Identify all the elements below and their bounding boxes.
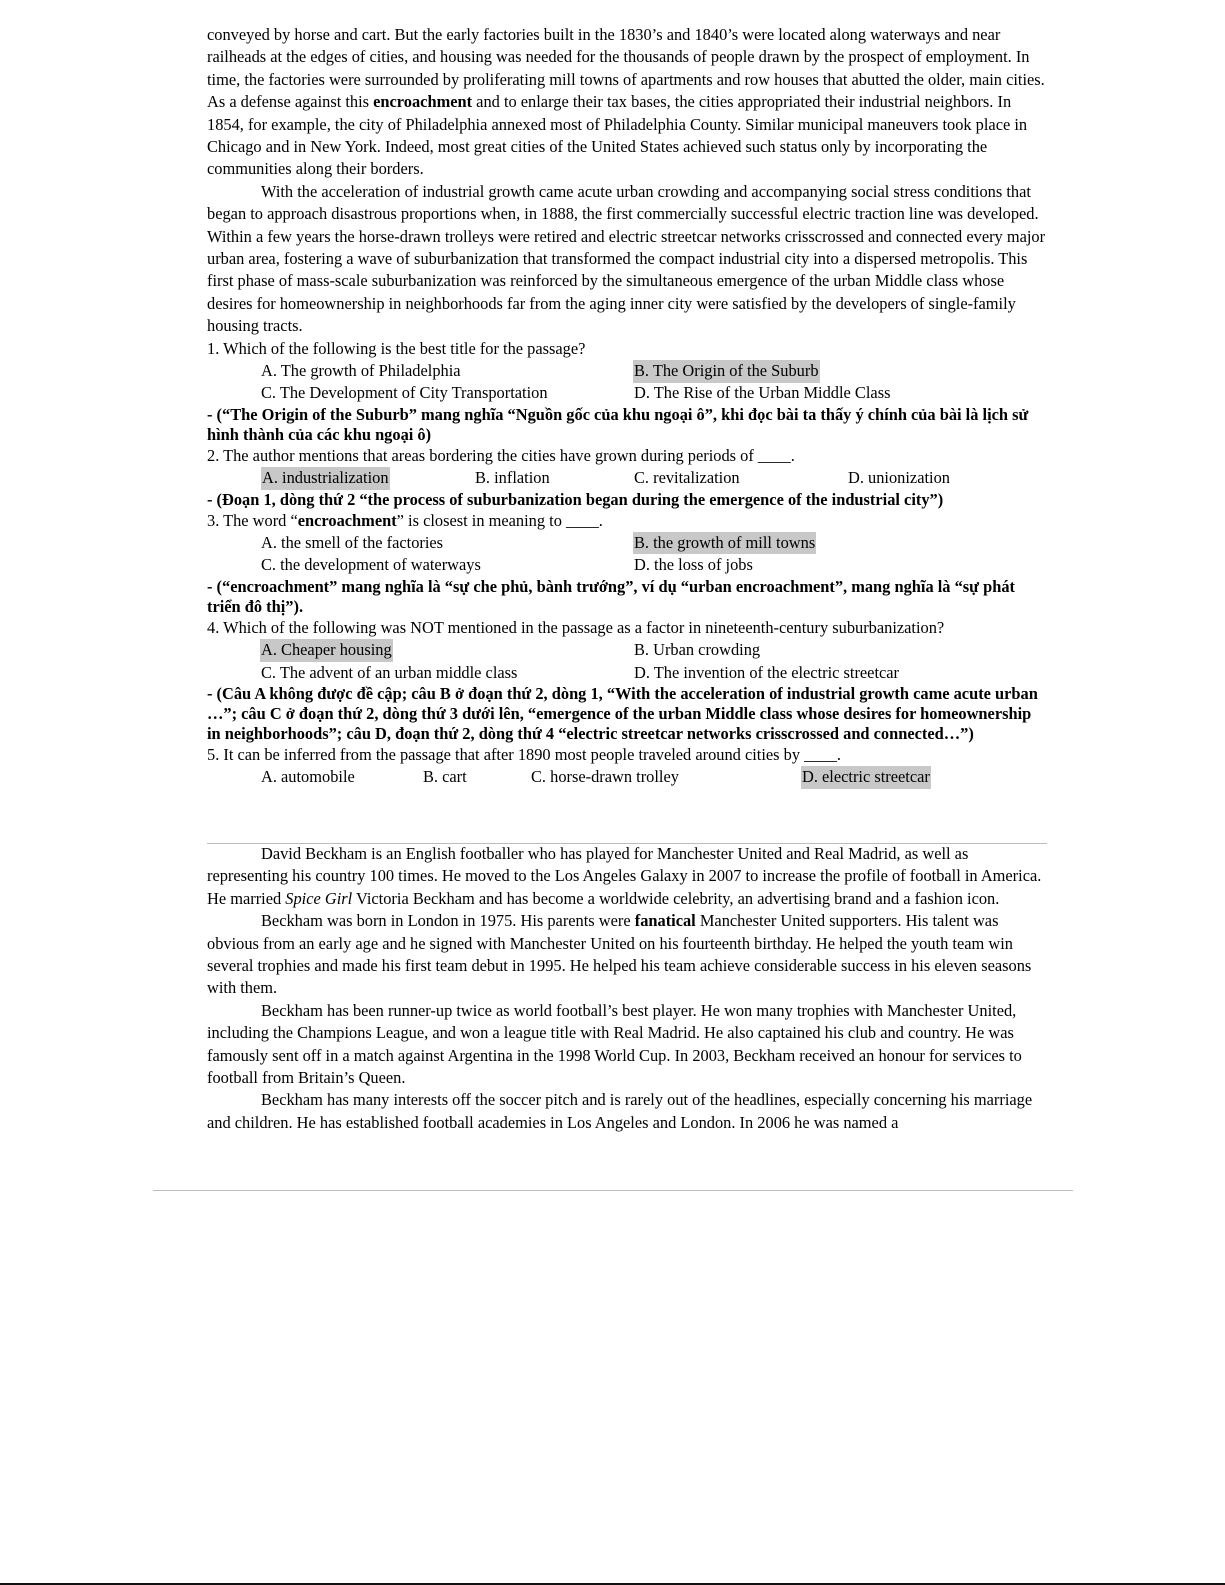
passage1-paragraph-1 xyxy=(207,24,1047,181)
q3-option-d[interactable]: D. the loss of jobs xyxy=(634,555,753,575)
q3-stem-pre: 3. The word “ xyxy=(207,510,298,530)
q3-option-c[interactable]: C. the development of waterways xyxy=(261,555,481,575)
q4-option-c[interactable]: C. The advent of an urban middle class xyxy=(261,662,518,682)
q5-option-d-highlighted[interactable]: D. electric streetcar xyxy=(801,766,931,788)
question-3-options-row-1 xyxy=(207,532,1047,554)
reading-passage-1 xyxy=(207,24,1047,789)
q2-option-a-highlighted[interactable]: A. industrialization xyxy=(261,467,390,489)
passage2-paragraph-2 xyxy=(207,910,1047,1000)
passage1-paragraph-2: With the acceleration of industrial growth came acute urban crowding and accompanying social stress conditions that began to approach disastrous proportions when, in 1888, the first commercially successful electric traction line was developed. Within a few years the horse-drawn trolleys were retired and electric streetcar networks crisscrossed and connected every major urban area, fostering a wave of suburbanization that transformed the compact industrial city into a dispersed metropolis. This first phase of mass-scale suburbanization was reinforced by the simultaneous emergence of the urban Middle class whose desires for homeownership in neighborhoods far from the aging inner city were satisfied by the developers of single-family housing tracts. xyxy=(207,181,1046,336)
q2-option-b[interactable]: B. inflation xyxy=(475,468,550,488)
q3-stem-bold-word: encroachment xyxy=(297,510,397,530)
question-1-options-row-1 xyxy=(207,360,1047,382)
bold-word-fanatical: fanatical xyxy=(634,911,696,931)
question-1-stem: 1. Which of the following is the best title for the passage? xyxy=(207,338,586,358)
p2-text-2b: Manchester United supporters. His talent was obvious from an early age and he signed with Manchester United on his fourteenth birthday. He helped the youth team win several trophies and made his first team debut in 1995. He helped his team achieve considerable success in his eleven seasons with them. xyxy=(207,911,1032,998)
q1-option-c[interactable]: C. The Development of City Transportation xyxy=(261,383,548,403)
question-4-options-row-1 xyxy=(207,639,1047,661)
q4-option-b[interactable]: B. Urban crowding xyxy=(634,640,761,660)
passage2-paragraph-1 xyxy=(207,843,1047,910)
question-2-explanation: - (Đoạn 1, dòng thứ 2 “the process of suburbanization began during the emergence of the industrial city”) xyxy=(207,489,944,509)
p2-text-1b: Victoria Beckham and has become a worldwide celebrity, an advertising brand and a fashion icon. xyxy=(352,888,1000,908)
q5-option-c[interactable]: C. horse-drawn trolley xyxy=(531,767,679,787)
q2-option-c[interactable]: C. revitalization xyxy=(634,468,740,488)
question-3-stem xyxy=(207,510,1047,532)
q4-option-a-highlighted[interactable]: A. Cheaper housing xyxy=(260,639,393,661)
bold-word-encroachment: encroachment xyxy=(373,92,473,112)
question-3-explanation: - (“encroachment” mang nghĩa là “sự che phủ, bành trướng”, ví dụ “urban encroachment”, mang nghĩa là “sự phát triển đô thị”). xyxy=(207,576,1015,616)
page-footer-divider xyxy=(153,1190,1073,1191)
question-4-stem: 4. Which of the following was NOT mentioned in the passage as a factor in nineteenth-century suburbanization? xyxy=(207,617,945,637)
question-1-explanation: - (“The Origin of the Suburb” mang nghĩa “Nguồn gốc của khu ngoại ô”, khi đọc bài ta thấy ý chính của bài là lịch sử hình thành của các khu ngoại ô) xyxy=(207,404,1029,444)
question-4-explanation: - (Câu A không được đề cập; câu B ở đoạn thứ 2, dòng 1, “With the acceleration of industrial growth came acute urban …”; câu C ở đoạn thứ 2, dòng thứ 3 dưới lên, “emergence of the urban Middle class whose desires for homeownership in neighborhoods”; câu D, đoạn thứ 2, dòng thứ 4 “electric streetcar networks crisscrossed and connected…”) xyxy=(207,684,1038,744)
q1-option-a[interactable]: A. The growth of Philadelphia xyxy=(261,361,461,381)
reading-passage-2 xyxy=(207,843,1047,1134)
q1-option-b-highlighted[interactable]: B. The Origin of the Suburb xyxy=(633,360,820,382)
passage2-paragraph-4: Beckham has many interests off the soccer pitch and is rarely out of the headlines, especially concerning his marriage and children. He has established football academies in Los Angeles and London. In 2006 he was named a xyxy=(207,1090,1033,1132)
q2-option-d[interactable]: D. unionization xyxy=(848,468,950,488)
p2-text-2: Beckham was born in London in 1975. His parents were xyxy=(261,911,635,931)
passage1-text-rest: and to enlarge their tax bases, the cities appropriated their industrial neighbors. In 1854, for example, the city of Philadelphia annexed most of Philadelphia County. Similar municipal maneuvers took place in Chicago and in New York. Indeed, most great cities of the United States achieved such status only by incorporating the communities along their borders. xyxy=(207,92,1028,179)
q3-stem-post: ” is closest in meaning to ____. xyxy=(396,510,603,530)
q5-option-a[interactable]: A. automobile xyxy=(261,767,355,787)
question-5-options-row xyxy=(207,766,1047,788)
italic-spice-girl: Spice Girl xyxy=(285,888,353,908)
question-5-stem: 5. It can be inferred from the passage that after 1890 most people traveled around cities by ____. xyxy=(207,745,842,765)
q1-option-d[interactable]: D. The Rise of the Urban Middle Class xyxy=(634,383,891,403)
question-4-options-row-2 xyxy=(207,662,1047,684)
question-2-stem: 2. The author mentions that areas bordering the cities have grown during periods of ____. xyxy=(207,445,795,465)
q5-option-b[interactable]: B. cart xyxy=(423,767,467,787)
q3-option-a[interactable]: A. the smell of the factories xyxy=(261,533,444,553)
question-2-options-row xyxy=(207,467,1047,489)
p2-text-1: David Beckham is an English footballer who has played for Manchester United and Real Madrid, as well as representing his country 100 times. He moved to the Los Angeles Galaxy in 2007 to increase the profile of football in America. He married xyxy=(207,844,1042,908)
question-1-options-row-2 xyxy=(207,382,1047,404)
passage1-text: conveyed by horse and cart. But the early factories built in the 1830’s and 1840’s were located along waterways and near railheads at the edges of cities, and housing was needed for the thousands of people drawn by the prospect of employment. In time, the factories were surrounded by proliferating mill towns of apartments and row houses that abutted the older, main cities. As a defense against this xyxy=(207,25,1045,112)
q4-option-d[interactable]: D. The invention of the electric streetcar xyxy=(634,662,900,682)
passage2-paragraph-3: Beckham has been runner-up twice as world football’s best player. He won many trophies with Manchester United, including the Champions League, and won a league title with Real Madrid. He also captained his club and country. He was famously sent off in a match against Argentina in the 1998 World Cup. In 2003, Beckham received an honour for services to football from Britain’s Queen. xyxy=(207,1000,1022,1088)
q3-option-b-highlighted[interactable]: B. the growth of mill towns xyxy=(633,532,816,554)
question-3-options-row-2 xyxy=(207,554,1047,576)
